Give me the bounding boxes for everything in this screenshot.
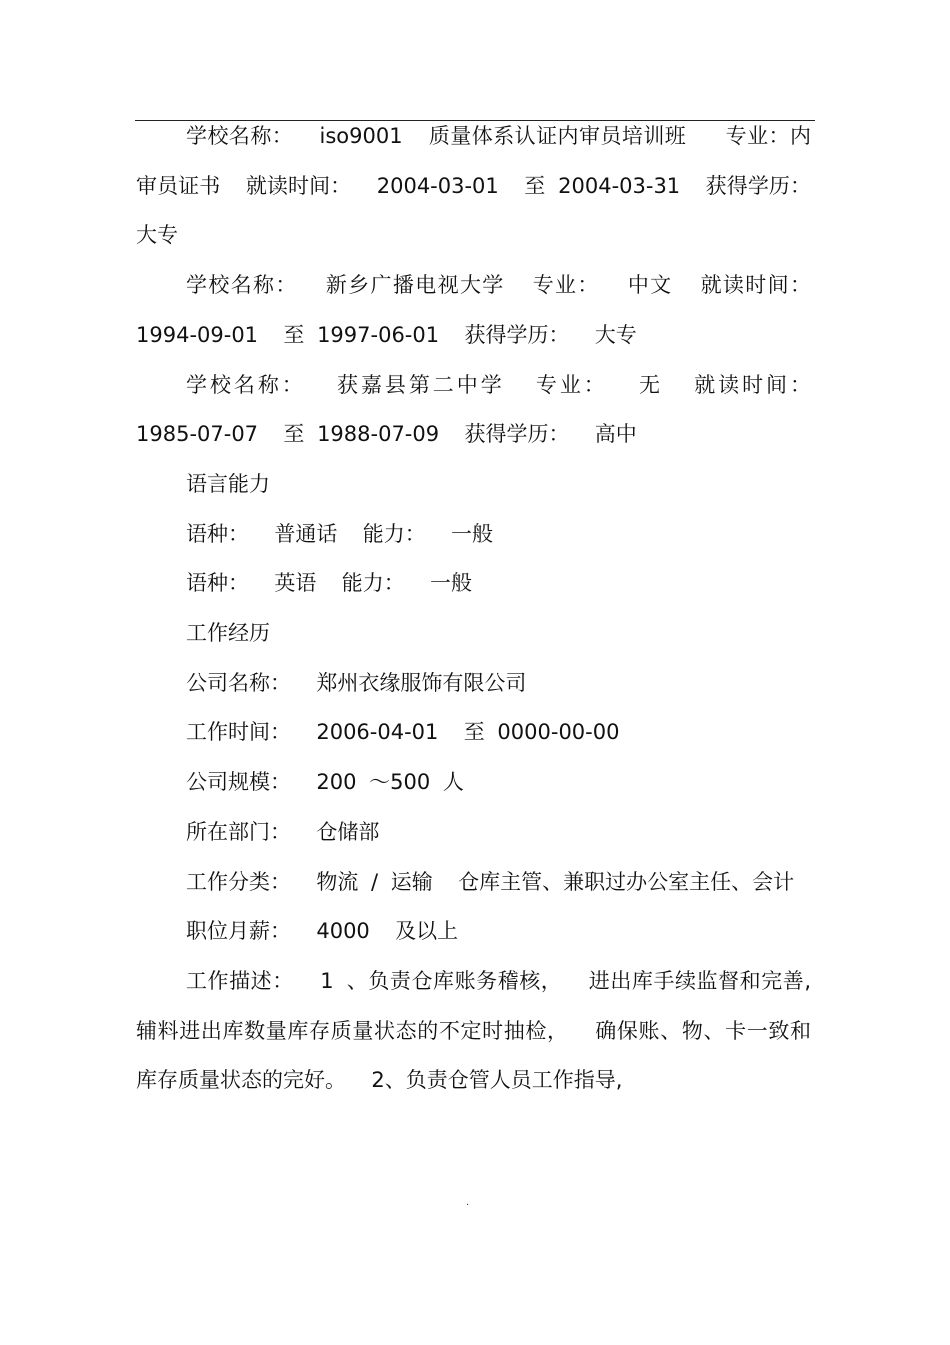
language-item-2: 语种： 英语 能力： 一般: [186, 571, 473, 596]
language-item-1: 语种： 普通话 能力： 一般: [186, 521, 494, 546]
education-entry-3: 学校名称： 获嘉县第二中学 专业： 无 就读时间： 1985-07-07 至 1988-07-09 获得学历： 高中: [136, 372, 837, 447]
company-size: 公司规模： 200 ～500 人: [186, 770, 464, 795]
education-entry-2: 学校名称： 新乡广播电视大学 专业： 中文 就读时间：1994-09-01 至 1997-06-01 获得学历： 大专: [136, 273, 811, 347]
company-name: 公司名称： 郑州衣缘服饰有限公司: [186, 670, 527, 695]
language-section-heading: 语言能力: [186, 471, 270, 496]
page-footer-mark: .: [466, 1197, 470, 1208]
job-description: 工作描述： 1 、负责仓库账务稽核， 进出库手续监督和完善, 辅料进出库数量库存质量状态的不定时抽检， 确保账、物、卡一致和库存质量状态的完好。 2、负责仓管人员工作指导,: [136, 968, 824, 1093]
monthly-salary: 职位月薪： 4000 及以上: [186, 919, 459, 944]
education-entry-1: 学校名称： iso9001 质量体系认证内审员培训班 专业：内审员证书 就读时间： 2004-03-01 至 2004-03-31 获得学历： 大专: [136, 124, 837, 248]
work-section-heading: 工作经历: [186, 621, 270, 646]
resume-body: [136, 112, 837, 1106]
job-category: 工作分类： 物流 / 运输 仓库主管、兼职过办公室主任、会计: [186, 869, 795, 894]
department: 所在部门： 仓储部: [186, 819, 380, 844]
work-period: 工作时间： 2006-04-01 至 0000-00-00: [186, 720, 620, 745]
